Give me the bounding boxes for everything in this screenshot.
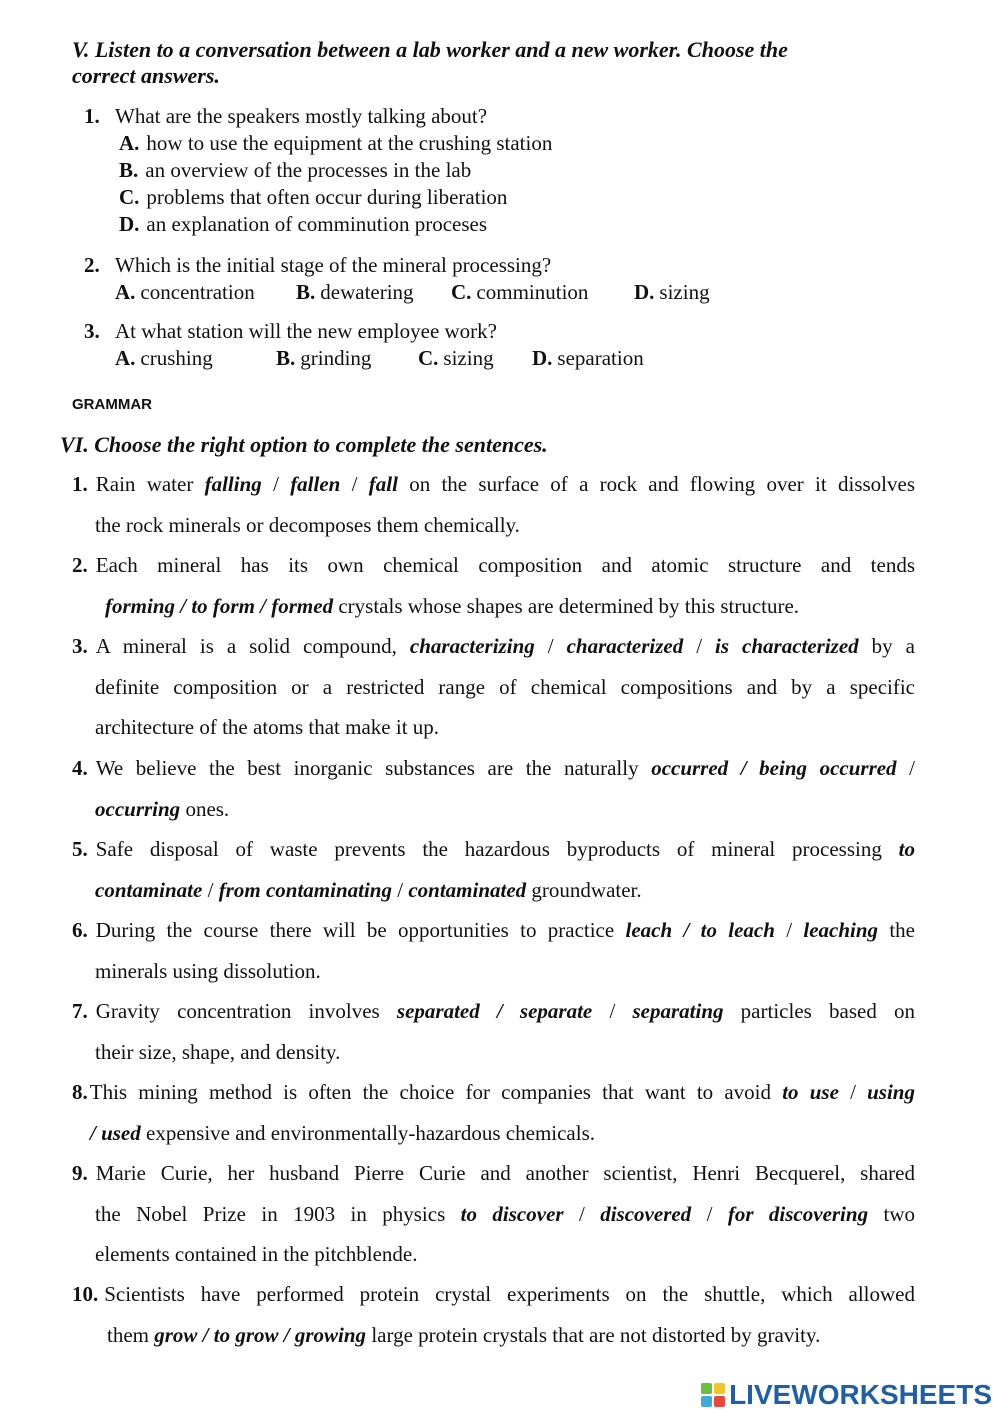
option-separator: / bbox=[774, 918, 804, 942]
logo-icon bbox=[701, 1383, 725, 1407]
grammar-item-5 bbox=[72, 829, 915, 910]
sentence-text: large protein crystals that are not distorted by gravity. bbox=[366, 1322, 821, 1347]
q2-option-d[interactable] bbox=[634, 279, 710, 306]
listening-question-1 bbox=[84, 103, 487, 130]
question-number: 3. bbox=[84, 319, 100, 343]
option-group[interactable]: grow / to grow / growing bbox=[154, 1322, 367, 1347]
sentence-text: groundwater. bbox=[526, 877, 642, 902]
grammar-item-10 bbox=[72, 1274, 915, 1355]
sentence-text: Rain water bbox=[95, 472, 205, 496]
option-text: sizing bbox=[443, 346, 494, 370]
item-number: 7. bbox=[72, 999, 88, 1023]
section-v-title-line2: correct answers. bbox=[72, 63, 220, 88]
section-v-title-line1: V. Listen to a conversation between a lab worker and a new worker. Choose the bbox=[72, 37, 788, 62]
option-text: grinding bbox=[300, 346, 372, 370]
item-number: 3. bbox=[72, 634, 88, 658]
section-v-title bbox=[72, 37, 912, 89]
q3-options bbox=[0, 345, 1000, 372]
option-letter: B. bbox=[119, 158, 139, 182]
option-to-contaminate[interactable]: contaminate bbox=[95, 877, 203, 902]
option-leaching[interactable]: leaching bbox=[803, 918, 879, 942]
question-number: 1. bbox=[84, 104, 100, 128]
grammar-item-6 bbox=[72, 910, 915, 991]
grammar-heading: GRAMMAR bbox=[72, 396, 152, 413]
option-text: concentration bbox=[140, 280, 255, 304]
sentence-text: particles based on bbox=[723, 999, 916, 1023]
question-text: Which is the initial stage of the mineral processing? bbox=[115, 253, 552, 277]
option-separator: / bbox=[683, 634, 716, 658]
option-letter: D. bbox=[119, 212, 140, 236]
question-text: What are the speakers mostly talking about? bbox=[115, 104, 488, 128]
q3-option-b[interactable] bbox=[276, 345, 371, 372]
sentence-text: A mineral is a solid compound, bbox=[95, 634, 410, 658]
option-letter: A. bbox=[119, 131, 140, 155]
option-from-contaminating[interactable]: from contaminating bbox=[218, 877, 392, 902]
option-letter: A. bbox=[115, 280, 136, 304]
q3-option-c[interactable] bbox=[418, 345, 494, 372]
option-group[interactable]: forming / to form / formed bbox=[105, 593, 334, 618]
sentence-text: expensive and environmentally-hazardous chemicals. bbox=[140, 1120, 596, 1145]
q2-option-a[interactable] bbox=[115, 279, 255, 306]
q2-options bbox=[0, 279, 1000, 306]
q2-option-c[interactable] bbox=[451, 279, 588, 306]
sentence-text: definite composition or a restricted range of chemical compositions and by a specific bbox=[95, 674, 915, 699]
option-separating[interactable]: separating bbox=[632, 999, 724, 1023]
option-used[interactable]: / used bbox=[90, 1120, 141, 1145]
q1-option-b[interactable] bbox=[119, 157, 471, 184]
item-number: 10. bbox=[72, 1282, 99, 1306]
sentence-text: During the course there will be opportunities to practice bbox=[95, 918, 626, 942]
grammar-item-4 bbox=[72, 748, 915, 829]
listening-question-3 bbox=[84, 318, 497, 345]
sentence-text: Marie Curie, her husband Pierre Curie and another scientist, Henri Becquerel, shared bbox=[95, 1161, 915, 1185]
item-number: 9. bbox=[72, 1161, 88, 1185]
sentence-text: their size, shape, and density. bbox=[95, 1039, 341, 1064]
sentence-text: architecture of the atoms that make it up. bbox=[95, 715, 440, 739]
q1-option-c[interactable] bbox=[119, 184, 507, 211]
sentence-text: This mining method is often the choice for companies that want to avoid bbox=[89, 1080, 783, 1104]
option-separator: / bbox=[563, 1201, 601, 1226]
option-letter: B. bbox=[296, 280, 316, 304]
option-contaminated[interactable]: contaminated bbox=[408, 877, 527, 902]
option-text: separation bbox=[557, 346, 644, 370]
sentence-text: by a bbox=[858, 634, 915, 658]
option-occurring[interactable]: occurring bbox=[95, 796, 181, 821]
logo-text: LIVEWORKSHEETS bbox=[729, 1379, 992, 1410]
sentence-text: minerals using dissolution. bbox=[95, 958, 321, 983]
sentence-text: the bbox=[878, 918, 916, 942]
option-letter: C. bbox=[119, 185, 140, 209]
option-separator: / bbox=[691, 1201, 728, 1226]
option-separator: / bbox=[534, 634, 567, 658]
option-text: crushing bbox=[140, 346, 213, 370]
liveworksheets-logo bbox=[701, 1380, 992, 1410]
sentence-text: Gravity concentration involves bbox=[95, 999, 397, 1023]
question-text: At what station will the new employee work? bbox=[115, 319, 497, 343]
sentence-text: the rock minerals or decomposes them chemically. bbox=[95, 512, 520, 537]
sentence-text: Scientists have performed protein crystal experiments on the shuttle, which allowed bbox=[104, 1282, 915, 1306]
option-fall[interactable]: fall bbox=[368, 472, 398, 496]
sentence-text: crystals whose shapes are determined by this structure. bbox=[333, 593, 800, 618]
section-vi-title: VI. Choose the right option to complete the sentences. bbox=[60, 432, 548, 457]
option-group[interactable]: occurred / being occurred bbox=[651, 756, 897, 780]
option-letter: C. bbox=[418, 346, 439, 370]
option-text: how to use the equipment at the crushing station bbox=[146, 131, 553, 155]
option-letter: D. bbox=[532, 346, 553, 370]
sentence-text: Safe disposal of waste prevents the hazardous byproducts of mineral processing bbox=[95, 837, 899, 861]
option-fallen[interactable]: fallen bbox=[290, 472, 341, 496]
option-characterizing[interactable]: characterizing bbox=[409, 634, 535, 658]
sentence-text: ones. bbox=[180, 796, 230, 821]
option-separator: / bbox=[340, 472, 369, 496]
option-letter: A. bbox=[115, 346, 136, 370]
q1-option-d[interactable] bbox=[119, 211, 487, 238]
option-discovered[interactable]: discovered bbox=[600, 1201, 692, 1226]
option-to-contaminate-part[interactable]: to bbox=[898, 837, 915, 861]
item-number: 8. bbox=[72, 1080, 88, 1104]
sentence-text: on the surface of a rock and flowing over it dissolves bbox=[397, 472, 915, 496]
option-for-discovering[interactable]: for discovering bbox=[727, 1201, 869, 1226]
option-letter: B. bbox=[276, 346, 296, 370]
sentence-text: them bbox=[107, 1322, 155, 1347]
listening-question-2 bbox=[84, 252, 551, 279]
option-separator: / bbox=[261, 472, 291, 496]
sentence-text: elements contained in the pitchblende. bbox=[95, 1242, 418, 1266]
option-using[interactable]: using bbox=[867, 1080, 915, 1104]
option-text: an explanation of comminution proceses bbox=[146, 212, 487, 236]
option-separator: / bbox=[202, 877, 219, 902]
sentence-text: We believe the best inorganic substances are the naturally bbox=[95, 756, 652, 780]
option-to-use[interactable]: to use bbox=[782, 1080, 839, 1104]
grammar-item-9 bbox=[72, 1153, 915, 1275]
grammar-item-8 bbox=[72, 1072, 915, 1153]
option-characterized[interactable]: characterized bbox=[566, 634, 684, 658]
q3-option-d[interactable] bbox=[532, 345, 644, 372]
option-group[interactable]: leach / to leach bbox=[625, 918, 775, 942]
option-text: dewatering bbox=[320, 280, 414, 304]
item-number: 6. bbox=[72, 918, 88, 942]
option-separator: / bbox=[896, 756, 915, 780]
question-number: 2. bbox=[84, 253, 100, 277]
option-is-characterized[interactable]: is characterized bbox=[715, 634, 859, 658]
option-separator: / bbox=[838, 1080, 868, 1104]
option-letter: C. bbox=[451, 280, 472, 304]
option-text: problems that often occur during liberation bbox=[146, 185, 508, 209]
option-text: an overview of the processes in the lab bbox=[145, 158, 472, 182]
sentence-text: the Nobel Prize in 1903 in physics bbox=[95, 1201, 461, 1226]
option-group[interactable]: separated / separate bbox=[396, 999, 593, 1023]
grammar-item-3 bbox=[72, 626, 915, 748]
grammar-item-7 bbox=[72, 991, 915, 1072]
option-to-discover[interactable]: to discover bbox=[460, 1201, 564, 1226]
q1-option-a[interactable] bbox=[119, 130, 552, 157]
option-text: comminution bbox=[476, 280, 589, 304]
option-separator: / bbox=[391, 877, 409, 902]
item-number: 1. bbox=[72, 472, 88, 496]
item-number: 4. bbox=[72, 756, 88, 780]
q3-option-a[interactable] bbox=[115, 345, 213, 372]
sentence-text: Each mineral has its own chemical composition and atomic structure and tends bbox=[95, 553, 915, 577]
option-falling[interactable]: falling bbox=[204, 472, 262, 496]
item-number: 5. bbox=[72, 837, 88, 861]
option-text: sizing bbox=[659, 280, 710, 304]
grammar-item-2 bbox=[72, 545, 915, 626]
grammar-item-1 bbox=[72, 464, 915, 545]
sentence-text: two bbox=[868, 1201, 915, 1226]
item-number: 2. bbox=[72, 553, 88, 577]
option-separator: / bbox=[592, 999, 633, 1023]
option-letter: D. bbox=[634, 280, 655, 304]
q2-option-b[interactable] bbox=[296, 279, 414, 306]
